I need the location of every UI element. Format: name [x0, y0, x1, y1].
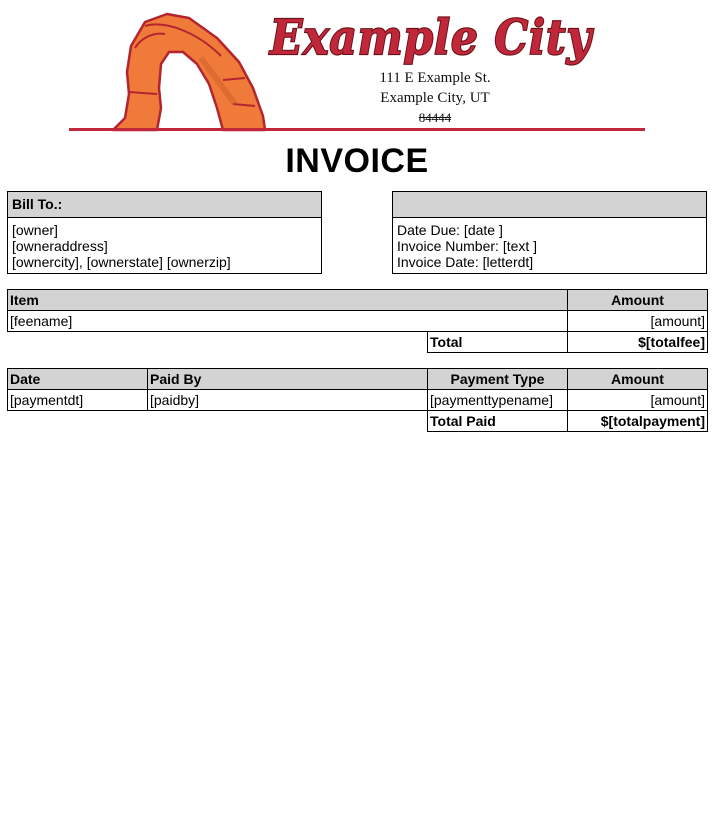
fees-total-spacer [8, 332, 428, 353]
fees-header-row [8, 290, 708, 311]
address-block [330, 68, 540, 128]
invoice-number: Invoice Number: [text ] [397, 238, 538, 254]
address-line1: 111 E Example St. [379, 70, 491, 86]
bill-to-city-state-zip: [ownercity], [ownerstate] [ownerzip] [12, 254, 231, 270]
payments-total-label: Total Paid [428, 411, 568, 432]
fees-header-item: Item [8, 290, 568, 311]
address-line2: Example City, UT [380, 90, 490, 106]
header-divider [69, 128, 645, 131]
address-zip: 84444 [418, 110, 452, 125]
invoice-date: Invoice Date: [letterdt] [397, 254, 534, 270]
date-due: Date Due: [date ] [397, 222, 503, 238]
invoice-info-heading [393, 192, 706, 218]
table-row [8, 311, 708, 332]
fees-total-row [8, 332, 708, 353]
table-row [8, 390, 708, 411]
letterhead [0, 0, 720, 140]
invoice-info-box [392, 191, 707, 274]
invoice-info-body [393, 218, 706, 270]
bill-to-heading: Bill To.: [8, 192, 321, 218]
payments-total-spacer [8, 411, 428, 432]
payments-total-row [8, 411, 708, 432]
fee-name-cell: [feename] [8, 311, 568, 332]
fees-total-label: Total [428, 332, 568, 353]
fees-header-amount: Amount [568, 290, 708, 311]
payments-total-value: $[totalpayment] [568, 411, 708, 432]
page-title: INVOICE [285, 142, 429, 180]
fee-amount-cell: [amount] [568, 311, 708, 332]
payments-header-amount: Amount [568, 369, 708, 390]
fees-total-value: $[totalfee] [568, 332, 708, 353]
bill-to-owner: [owner] [12, 222, 58, 238]
payment-type-cell: [paymenttypename] [428, 390, 568, 411]
bill-to-body [8, 218, 321, 270]
bill-to-box [7, 191, 322, 274]
payments-header-row [8, 369, 708, 390]
bill-to-address: [owneraddress] [12, 238, 108, 254]
city-name-text: Example City [268, 10, 594, 66]
payments-header-paid-by: Paid By [148, 369, 428, 390]
arch-logo-icon [105, 8, 270, 132]
payment-date-cell: [paymentdt] [8, 390, 148, 411]
payment-amount-cell: [amount] [568, 390, 708, 411]
city-name-logo [262, 8, 602, 68]
payments-table [7, 368, 708, 432]
payments-header-date: Date [8, 369, 148, 390]
payment-paid-by-cell: [paidby] [148, 390, 428, 411]
fees-table [7, 289, 708, 353]
payments-header-type: Payment Type [428, 369, 568, 390]
